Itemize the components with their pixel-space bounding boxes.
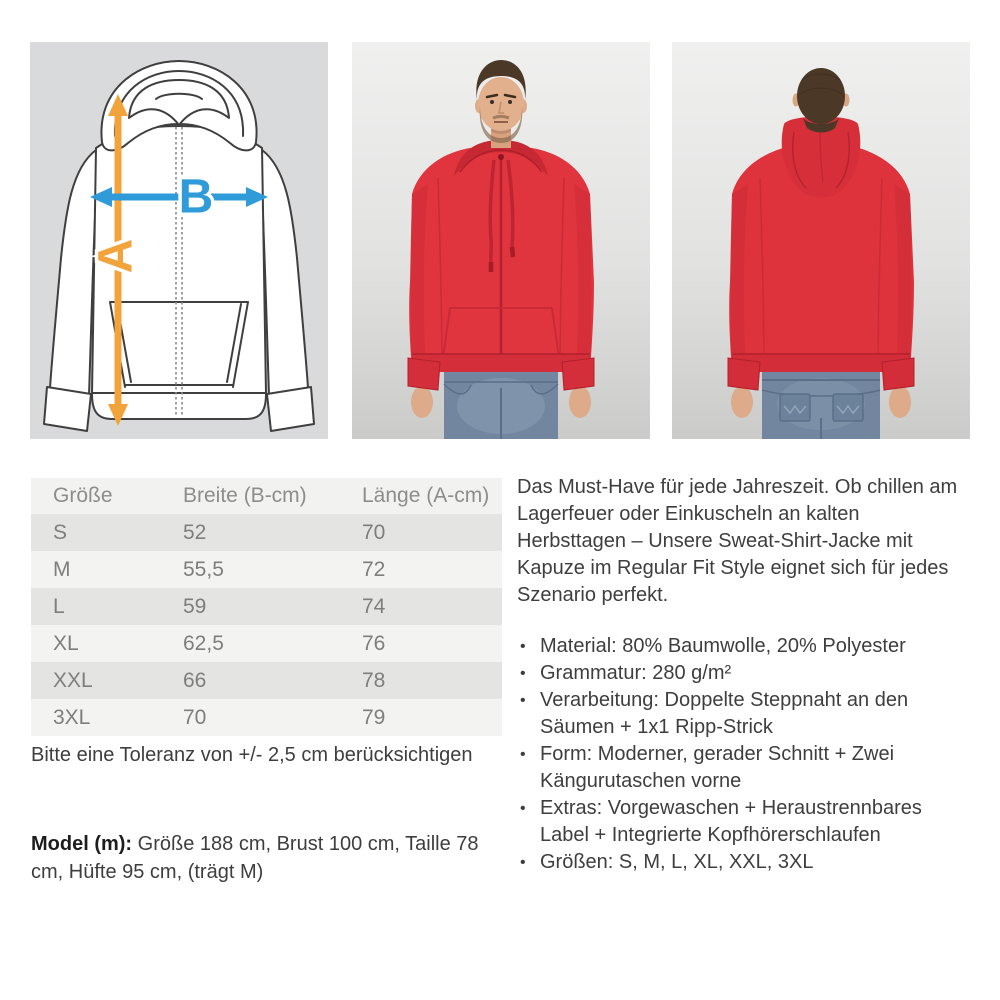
cell-size: 3XL <box>31 699 182 736</box>
jeans-back <box>762 368 880 439</box>
cell-breite: 55,5 <box>182 551 361 588</box>
left-hand <box>411 386 433 418</box>
tolerance-note: Bitte eine Toleranz von +/- 2,5 cm berücksichtigen <box>31 744 473 766</box>
cell-size: L <box>31 588 182 625</box>
col-header-laenge: Länge (A-cm) <box>361 478 502 514</box>
size-diagram-image[interactable] <box>30 42 328 439</box>
red-hoodie-front <box>408 140 594 390</box>
table-row <box>31 514 502 551</box>
col-header-groesse: Größe <box>31 478 182 514</box>
cell-breite: 52 <box>182 514 361 551</box>
model-front-illustration <box>352 42 650 439</box>
cell-breite: 70 <box>182 699 361 736</box>
right-hand <box>569 386 591 418</box>
model-note-label: Model (m): <box>31 833 133 855</box>
cell-size: M <box>31 551 182 588</box>
jeans-front <box>444 368 558 439</box>
model-back-illustration <box>672 42 970 439</box>
cell-laenge: 78 <box>361 662 502 699</box>
feature-groessen: • Größen: S, M, L, XL, XXL, 3XL <box>517 849 969 876</box>
feature-extras: • Extras: Vorgewaschen + Heraustrennbares Label + Integrierte Kopfhörerschlaufen <box>517 795 969 849</box>
table-row <box>31 662 502 699</box>
diagram-label-a: A <box>89 238 143 274</box>
cell-laenge: 74 <box>361 588 502 625</box>
description-text: Das Must-Have für jede Jahreszeit. Ob chillen am Lagerfeuer oder Einkuscheln an kalten Herbsttagen – Unsere Sweat-Shirt-Jacke mit Kapuze im Regular Fit Style eignet sich für jedes Szenario perfekt. <box>517 476 958 606</box>
feature-material: • Material: 80% Baumwolle, 20% Polyester <box>517 633 969 660</box>
cell-size: S <box>31 514 182 551</box>
cell-size: XL <box>31 625 182 662</box>
cell-size: XXL <box>31 662 182 699</box>
cell-laenge: 72 <box>361 551 502 588</box>
hoodie-measurement-diagram <box>30 42 328 439</box>
right-hand <box>889 386 911 418</box>
cell-laenge: 76 <box>361 625 502 662</box>
product-photo-back[interactable] <box>672 42 970 439</box>
cell-laenge: 79 <box>361 699 502 736</box>
size-table <box>31 478 502 736</box>
table-row <box>31 588 502 625</box>
model-note <box>31 830 493 886</box>
feature-grammatur: • Grammatur: 280 g/m² <box>517 660 969 687</box>
cell-breite: 59 <box>182 588 361 625</box>
diagram-label-b: B <box>178 170 214 224</box>
table-row <box>31 625 502 662</box>
model-note-details: Größe 188 cm, Brust 100 cm, Taille 78 cm, Hüfte 95 cm, (trägt M) <box>31 833 479 883</box>
cell-breite: 62,5 <box>182 625 361 662</box>
product-photo-front[interactable] <box>352 42 650 439</box>
product-description-block <box>517 474 969 876</box>
table-row <box>31 551 502 588</box>
cell-laenge: 70 <box>361 514 502 551</box>
cell-breite: 66 <box>182 662 361 699</box>
table-row <box>31 699 502 736</box>
features-list <box>517 633 969 876</box>
feature-form: • Form: Moderner, gerader Schnitt + Zwei Kängurutaschen vorne <box>517 741 969 795</box>
left-hand <box>731 386 753 418</box>
table-header-row <box>31 478 502 514</box>
col-header-breite: Breite (B-cm) <box>182 478 361 514</box>
feature-verarbeitung: • Verarbeitung: Doppelte Steppnaht an den Säumen + 1x1 Ripp-Strick <box>517 687 969 741</box>
